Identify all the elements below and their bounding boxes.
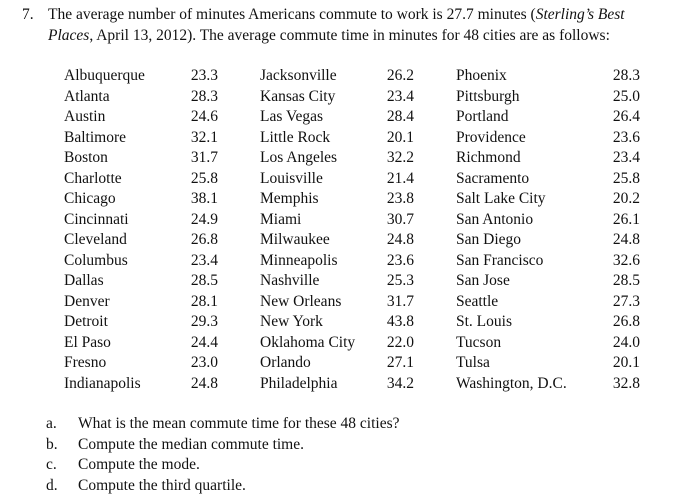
question-text: Compute the third quartile. xyxy=(78,476,246,494)
intro-part-2: , April 13, 2012). The average commute time in minutes for 48 cities are as follows: xyxy=(89,27,610,44)
commute-value: 24.8 xyxy=(190,374,218,392)
commute-value: 20.1 xyxy=(612,354,640,371)
commute-value: 26.8 xyxy=(612,313,640,330)
city-name: Indianapolis xyxy=(64,374,141,392)
city-name: Kansas City xyxy=(260,87,336,105)
commute-value: 28.5 xyxy=(190,272,218,289)
commute-value: 43.8 xyxy=(386,313,414,330)
city-name: New Orleans xyxy=(260,292,342,310)
commute-value: 27.1 xyxy=(386,354,414,371)
source-title: Sterling’s Best Places xyxy=(48,6,625,44)
commute-value: 24.4 xyxy=(190,333,218,351)
commute-value: 28.3 xyxy=(612,67,640,84)
city-name: Little Rock xyxy=(260,128,331,146)
city-name: Louisville xyxy=(260,169,323,187)
city-name: Portland xyxy=(456,108,509,125)
commute-value: 28.3 xyxy=(190,87,218,105)
city-name: San Jose xyxy=(456,272,510,289)
problem-number: 7. xyxy=(22,6,34,23)
commute-value: 22.0 xyxy=(386,333,414,351)
city-name: El Paso xyxy=(64,333,111,351)
commute-value: 38.1 xyxy=(190,190,218,207)
city-name: New York xyxy=(260,313,323,330)
city-name: Dallas xyxy=(64,272,104,289)
question-text: Compute the median commute time. xyxy=(78,435,304,453)
city-name: Minneapolis xyxy=(260,251,338,269)
commute-value: 24.8 xyxy=(612,231,640,248)
commute-value: 31.7 xyxy=(386,292,414,310)
city-name: Memphis xyxy=(260,190,319,207)
city-name: Atlanta xyxy=(64,87,110,105)
city-name: San Francisco xyxy=(456,251,544,269)
city-name: Pittsburgh xyxy=(456,87,520,105)
commute-value: 21.4 xyxy=(386,169,414,187)
commute-value: 25.8 xyxy=(612,169,640,187)
commute-value: 26.2 xyxy=(386,67,414,84)
commute-value: 25.3 xyxy=(386,272,414,289)
city-name: St. Louis xyxy=(456,313,512,330)
city-name: Las Vegas xyxy=(260,108,323,125)
commute-value: 32.2 xyxy=(386,149,414,166)
city-name: Phoenix xyxy=(456,67,507,84)
problem-header xyxy=(22,4,682,46)
city-name: Albuquerque xyxy=(64,67,145,84)
city-name: Salt Lake City xyxy=(456,190,546,207)
commute-value: 26.8 xyxy=(190,231,218,248)
commute-value: 29.3 xyxy=(190,313,218,330)
commute-value: 23.4 xyxy=(386,87,414,105)
commute-value: 23.0 xyxy=(190,354,218,371)
commute-value: 26.4 xyxy=(612,108,640,125)
city-name: Orlando xyxy=(260,354,311,371)
commute-value: 25.8 xyxy=(190,169,218,187)
problem-text xyxy=(48,4,668,46)
commute-value: 24.9 xyxy=(190,210,218,228)
question-text: What is the mean commute time for these 48 cities? xyxy=(78,415,400,432)
commute-value: 24.0 xyxy=(612,333,640,351)
commute-value: 30.7 xyxy=(386,210,414,228)
city-name: San Diego xyxy=(456,231,522,248)
city-name: Seattle xyxy=(456,292,499,310)
city-name: Providence xyxy=(456,128,526,146)
city-name: Miami xyxy=(260,210,302,228)
city-name: Milwaukee xyxy=(260,231,330,248)
city-name: Tucson xyxy=(456,333,502,351)
city-name: Richmond xyxy=(456,149,521,166)
problem-statement xyxy=(22,4,682,46)
commute-value: 26.1 xyxy=(612,210,640,228)
city-name: Los Angeles xyxy=(260,149,338,166)
commute-value: 27.3 xyxy=(612,292,640,310)
city-name: Denver xyxy=(64,292,110,310)
city-name: Austin xyxy=(64,108,106,125)
city-name: Philadelphia xyxy=(260,374,338,392)
commute-value: 32.6 xyxy=(612,251,640,269)
commute-value: 28.5 xyxy=(612,272,640,289)
city-name: Chicago xyxy=(64,190,116,207)
commute-value: 23.4 xyxy=(612,149,640,166)
question-letter: a. xyxy=(46,415,57,432)
city-name: Nashville xyxy=(260,272,320,289)
commute-value: 23.4 xyxy=(190,251,218,269)
commute-value: 20.2 xyxy=(612,190,640,207)
city-name: San Antonio xyxy=(456,210,534,228)
commute-value: 23.3 xyxy=(190,67,218,84)
commute-value: 23.6 xyxy=(386,251,414,269)
question-item xyxy=(46,455,400,476)
commute-value: 32.8 xyxy=(612,374,640,392)
city-name: Cincinnati xyxy=(64,210,129,228)
city-name: Tulsa xyxy=(456,354,490,371)
question-item xyxy=(46,476,400,497)
commute-value: 23.8 xyxy=(386,190,414,207)
city-name: Washington, D.C. xyxy=(456,374,567,392)
commute-value: 25.0 xyxy=(612,87,640,105)
city-name: Sacramento xyxy=(456,169,530,187)
question-letter: b. xyxy=(46,435,58,453)
commute-value: 24.8 xyxy=(386,231,414,248)
commute-value: 28.4 xyxy=(386,108,414,125)
question-list xyxy=(46,414,400,496)
city-name: Charlotte xyxy=(64,169,122,187)
question-item xyxy=(46,435,400,456)
city-name: Columbus xyxy=(64,251,128,269)
intro-part-1: The average number of minutes Americans commute to work is 27.7 minutes ( xyxy=(48,6,536,23)
city-name: Cleveland xyxy=(64,231,127,248)
city-name: Detroit xyxy=(64,313,108,330)
city-name: Oklahoma City xyxy=(260,333,356,351)
city-name: Jacksonville xyxy=(260,67,337,84)
question-letter: d. xyxy=(46,476,58,494)
city-name: Boston xyxy=(64,149,108,166)
question-letter: c. xyxy=(46,456,57,473)
commute-value: 28.1 xyxy=(190,292,218,310)
commute-value: 32.1 xyxy=(190,128,218,146)
commute-value: 24.6 xyxy=(190,108,218,125)
city-name: Fresno xyxy=(64,354,107,371)
commute-value: 34.2 xyxy=(386,374,414,392)
commute-value: 20.1 xyxy=(386,128,414,146)
commute-value: 23.6 xyxy=(612,128,640,146)
question-item xyxy=(46,414,400,435)
question-text: Compute the mode. xyxy=(78,456,200,473)
commute-value: 31.7 xyxy=(190,149,218,166)
city-name: Baltimore xyxy=(64,128,126,146)
